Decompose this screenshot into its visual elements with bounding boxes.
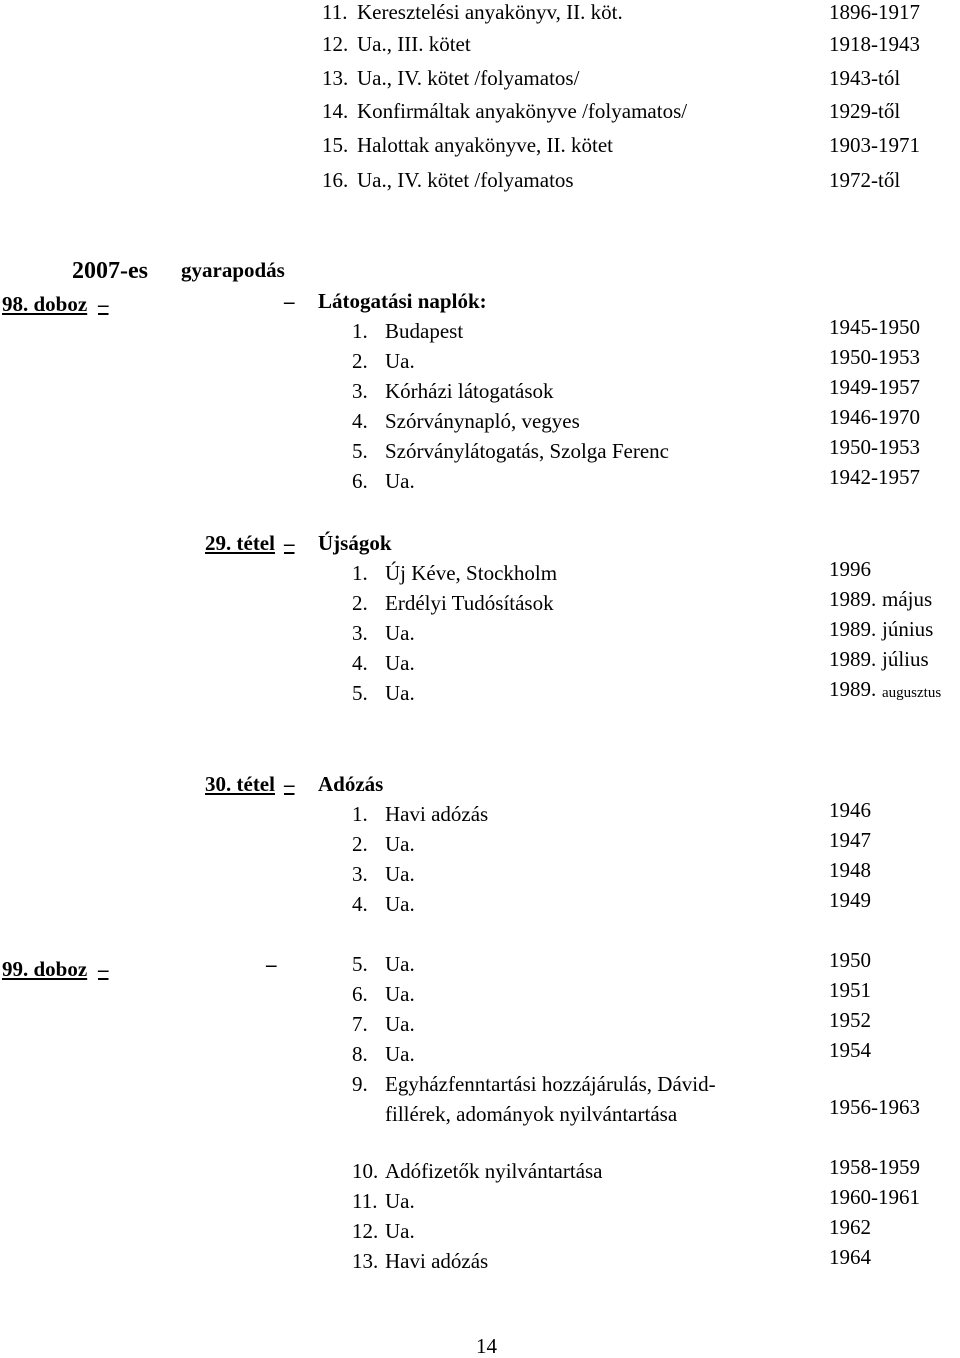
list-item-title: Havi adózás — [385, 802, 489, 826]
list-item-num: 5. — [352, 952, 368, 976]
tetel-30-dash: – — [284, 772, 295, 796]
list-item-num: 1. — [352, 802, 368, 826]
list-item-years: 1918-1943 — [829, 32, 920, 56]
list-item-num: 4. — [352, 892, 368, 916]
list-item-years: 1954 — [829, 1038, 871, 1062]
list-item-title: Ua. — [385, 982, 415, 1006]
section-year-label: 2007-es — [72, 258, 148, 284]
list-item-num: 4. — [352, 651, 368, 675]
list-item-num: 3. — [352, 862, 368, 886]
list-item-years: 1972-től — [829, 168, 901, 192]
list-item-title: Szórványlátogatás, Szolga Ferenc — [385, 439, 669, 463]
list-item-title: Ua. — [385, 349, 415, 373]
list-item-num: 11. — [322, 0, 348, 24]
list-item-title: Ua. — [385, 681, 415, 705]
tetel-30-label: 30. tétel — [205, 772, 275, 796]
list-item-years: 1903-1971 — [829, 133, 920, 157]
list-item-years: 1989. — [829, 647, 877, 671]
list-item-years: 1947 — [829, 828, 871, 852]
list-item-years: 1942-1957 — [829, 465, 920, 489]
list-item-years: 1949 — [829, 888, 871, 912]
list-item-num: 12. — [322, 32, 349, 56]
tetel-29-label: 29. tétel — [205, 531, 275, 555]
list-item-num: 5. — [352, 681, 368, 705]
list-item-title: Ua. — [385, 1012, 415, 1036]
list-item-title: Ua., IV. kötet /folyamatos — [357, 168, 574, 192]
list-item-num: 2. — [352, 832, 368, 856]
box-99-dash2: – — [266, 952, 277, 976]
box-99-label: 99. doboz — [2, 957, 88, 981]
list-item-num: 1. — [352, 319, 368, 343]
list-item-years: 1929-től — [829, 99, 901, 123]
list-item-years: 1952 — [829, 1008, 871, 1032]
list-item-title: Ua. — [385, 892, 415, 916]
page-number: 14 — [476, 1334, 497, 1358]
list-item-years: 1951 — [829, 978, 871, 1002]
list-item-num: 3. — [352, 379, 368, 403]
tetel-30-title: Adózás — [318, 772, 384, 796]
section-label: gyarapodás — [181, 258, 285, 282]
list-item-years: 1950 — [829, 948, 871, 972]
list-item-num: 13. — [322, 66, 349, 90]
list-item-title: Ua. — [385, 1042, 415, 1066]
tetel-29-title: Újságok — [318, 531, 392, 555]
list-item-title: Adófizetők nyilvántartása — [385, 1159, 603, 1183]
list-item-num: 3. — [352, 621, 368, 645]
list-item-title: Halottak anyakönyve, II. kötet — [357, 133, 613, 157]
list-item-title: Új Kéve, Stockholm — [385, 561, 558, 585]
list-item-num: 9. — [352, 1072, 368, 1096]
list-item-title: Ua. — [385, 1189, 415, 1213]
list-item-title: Ua. — [385, 832, 415, 856]
list-item-years: 1989. — [829, 587, 877, 611]
list-item-num: 8. — [352, 1042, 368, 1066]
list-item-num: 13. — [352, 1249, 379, 1273]
group-title: Látogatási naplók: — [318, 289, 487, 313]
list-item-years: 1945-1950 — [829, 315, 920, 339]
list-item-years: 1962 — [829, 1215, 871, 1239]
list-item-num: 16. — [322, 168, 349, 192]
list-item-years: 1950-1953 — [829, 435, 920, 459]
list-item-title: Ua. — [385, 621, 415, 645]
group-dash: – — [284, 289, 295, 313]
list-item-years: 1958-1959 — [829, 1155, 920, 1179]
list-item-title: Ua., III. kötet — [357, 32, 471, 56]
list-item-title: Konfirmáltak anyakönyve /folyamatos/ — [357, 99, 688, 123]
list-item-title: Budapest — [385, 319, 464, 343]
list-item-years: 1896-1917 — [829, 0, 920, 24]
list-item-title-cont: fillérek, adományok nyilvántartása — [385, 1102, 678, 1126]
list-item-title: Keresztelési anyakönyv, II. köt. — [357, 0, 623, 24]
list-item-years: 1943-tól — [829, 66, 901, 90]
list-item-num: 4. — [352, 409, 368, 433]
list-item-years: 1946-1970 — [829, 405, 920, 429]
list-item-title: Ua. — [385, 952, 415, 976]
list-item-num: 14. — [322, 99, 349, 123]
list-item-num: 5. — [352, 439, 368, 463]
list-item-num: 7. — [352, 1012, 368, 1036]
list-item-month: augusztus — [882, 685, 942, 701]
tetel-29-dash: – — [284, 531, 295, 555]
list-item-num: 15. — [322, 133, 349, 157]
list-item-years: 1949-1957 — [829, 375, 920, 399]
list-item-years: 1989. — [829, 617, 877, 641]
list-item-num: 11. — [352, 1189, 378, 1213]
list-item-title: Egyházfenntartási hozzájárulás, Dávid- — [385, 1072, 716, 1096]
list-item-years: 1960-1961 — [829, 1185, 920, 1209]
list-item-month: június — [882, 617, 934, 641]
box-99-dash: – — [98, 957, 109, 981]
list-item-title: Ua. — [385, 469, 415, 493]
box-98-label: 98. doboz — [2, 292, 88, 316]
list-item-title: Ua., IV. kötet /folyamatos/ — [357, 66, 580, 90]
list-item-years: 1996 — [829, 557, 871, 581]
box-98-dash: – — [98, 292, 109, 316]
list-item-num: 12. — [352, 1219, 379, 1243]
list-item-num: 10. — [352, 1159, 379, 1183]
list-item-month: május — [882, 587, 933, 611]
list-item-month: július — [882, 647, 929, 671]
list-item-num: 2. — [352, 591, 368, 615]
list-item-num: 1. — [352, 561, 368, 585]
list-item-title: Erdélyi Tudósítások — [385, 591, 554, 615]
list-item-title: Szórványnapló, vegyes — [385, 409, 580, 433]
list-item-title: Havi adózás — [385, 1249, 489, 1273]
list-item-years: 1946 — [829, 798, 871, 822]
list-item-num: 6. — [352, 982, 368, 1006]
list-item-years: 1948 — [829, 858, 871, 882]
list-item-title: Ua. — [385, 651, 415, 675]
list-item-years: 1950-1953 — [829, 345, 920, 369]
list-item-num: 6. — [352, 469, 368, 493]
list-item-years: 1964 — [829, 1245, 871, 1269]
list-item-title: Ua. — [385, 1219, 415, 1243]
list-item-title: Kórházi látogatások — [385, 379, 554, 403]
list-item-title: Ua. — [385, 862, 415, 886]
list-item-years: 1956-1963 — [829, 1095, 920, 1119]
list-item-years: 1989. — [829, 677, 877, 701]
list-item-num: 2. — [352, 349, 368, 373]
